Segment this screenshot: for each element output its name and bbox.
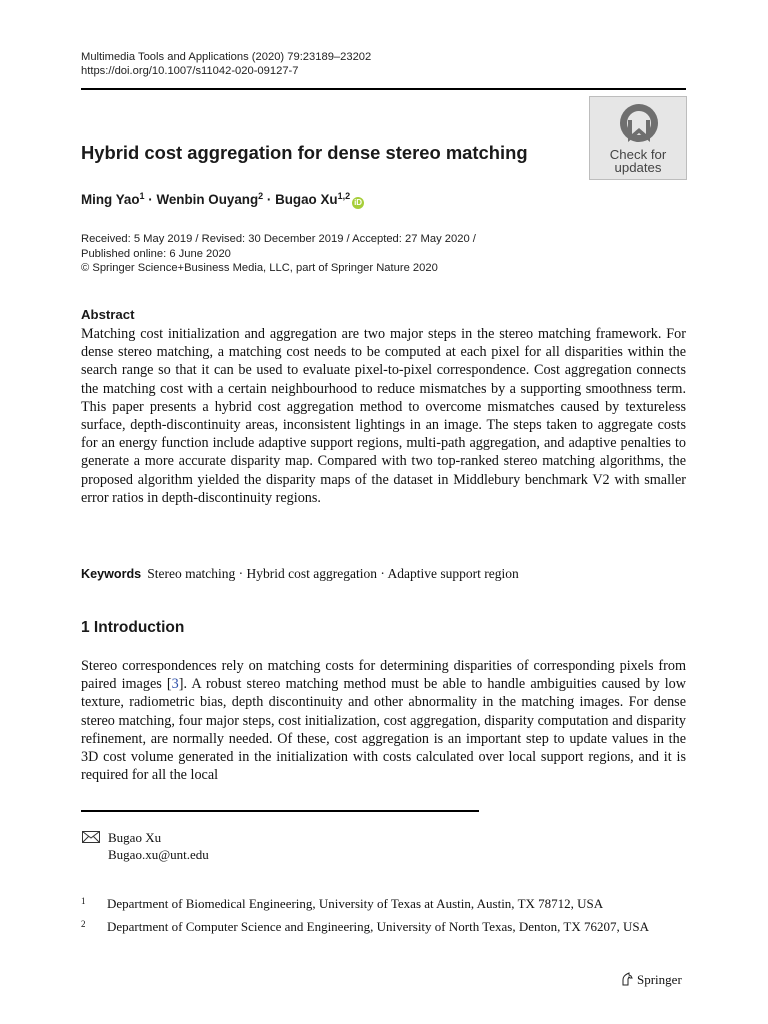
badge-label	[590, 148, 686, 174]
affiliation-text: Department of Biomedical Engineering, University of Texas at Austin, Austin, TX 78712, USA	[107, 896, 604, 911]
author-list	[81, 191, 364, 209]
intro-text-part-1: Stereo correspondences rely on matching costs for determining disparities of corresponding pixels from paired images [	[81, 658, 686, 693]
journal-citation: Multimedia Tools and Applications (2020) 79:23189–23202	[81, 51, 372, 63]
publisher-logo	[620, 972, 682, 988]
check-for-updates-badge[interactable]	[589, 96, 687, 180]
author-affiliation-sup: 2	[258, 191, 264, 201]
crossmark-icon	[618, 102, 660, 146]
affiliation-text: Department of Computer Science and Engineering, University of North Texas, Denton, TX 76207, USA	[107, 919, 649, 934]
affiliation-number: 1	[81, 896, 86, 906]
journal-header	[81, 50, 371, 78]
keywords-text: Stereo matching · Hybrid cost aggregation · Adaptive support region	[147, 566, 519, 581]
author-affiliation-sup: 1	[139, 191, 145, 201]
author-name[interactable]: Bugao Xu	[275, 192, 338, 207]
author-name[interactable]: Ming Yao	[81, 192, 140, 207]
section-heading: 1 Introduction	[81, 619, 185, 636]
author-separator: ·	[144, 192, 157, 207]
author-separator: ·	[263, 192, 276, 207]
publication-dates	[81, 232, 476, 276]
abstract-text: Matching cost initialization and aggregation are two major steps in the stereo matching framework. For dense stereo matching, a matching cost needs to be computed at each pixel for all disparities within the search range so that it can be used to evaluate pixel-to-pixel correspondence. Cost aggregation connects the matching cost with a certain neighbourhood to reduce mismatches by a supporting smoothness term. This paper presents a hybrid cost aggregation method to overcome mismatches caused by textureless surface, depth-discontinuity areas, inconsistent lightings in an image. The steps taken to aggregate costs for an energy function include adaptive support regions, multi-path aggregation, and adaptive penalties to generate a more accurate disparity map. Compared with two top-ranked stereo matching algorithms, the proposed algorithm yielded the disparity maps of the dataset in Middlebury benchmark V2 with smaller error ratios in depth-discontinuity regions.	[81, 326, 686, 506]
paper-title: Hybrid cost aggregation for dense stereo matching	[81, 142, 528, 163]
badge-line-2: updates	[614, 160, 662, 175]
header-rule	[81, 88, 686, 90]
keywords	[81, 566, 519, 582]
citation-link[interactable]: 3	[171, 676, 179, 693]
doi-link[interactable]: https://doi.org/10.1007/s11042-020-09127-7	[81, 65, 299, 77]
springer-horse-icon	[620, 972, 634, 986]
badge-line-1: Check for	[609, 147, 667, 162]
dates-received: Received: 5 May 2019 / Revised: 30 December 2019 / Accepted: 27 May 2020 /	[81, 233, 476, 245]
abstract-heading: Abstract	[81, 307, 135, 322]
keywords-heading: Keywords	[81, 567, 142, 581]
corresponding-author-name: Bugao Xu	[108, 830, 162, 845]
envelope-icon	[81, 831, 101, 843]
author-name[interactable]: Wenbin Ouyang	[156, 192, 259, 207]
orcid-icon[interactable]: iD	[354, 198, 363, 207]
corresponding-author	[81, 829, 209, 862]
corresponding-author-email[interactable]: Bugao.xu@unt.edu	[108, 847, 209, 862]
copyright-line: © Springer Science+Business Media, LLC, part of Springer Nature 2020	[81, 262, 438, 274]
affiliation-number: 2	[81, 919, 86, 929]
publisher-name: Springer	[637, 972, 682, 987]
author-affiliation-sup: 1,2	[337, 191, 351, 201]
introduction-text	[81, 657, 686, 784]
footnote-rule	[81, 810, 479, 812]
intro-text-part-2: ]. A robust stereo matching method must be able to handle ambiguities caused by low texture, radiometric bias, depth discontinuity and other abnormality in the matching images. For dense stereo matching, four major steps, cost initialization, cost aggregation, disparity computation and disparity refinement, are normally needed. Of these, cost aggregation is an important step to update values in the 3D cost volume generated in the initialization with costs calculated over local support regions, and it is required for all the local	[81, 676, 686, 784]
dates-published: Published online: 6 June 2020	[81, 247, 231, 260]
